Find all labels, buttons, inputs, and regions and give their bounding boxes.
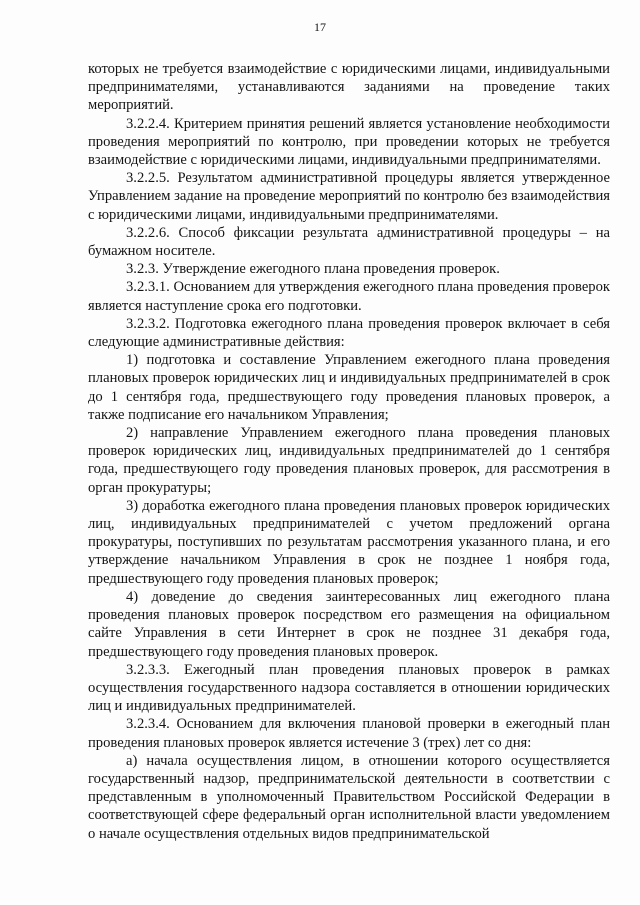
paragraph: 3.2.2.4. Критерием принятия решений является установление необходимости проведения мероприятий по контролю, при проведении которых не требуется взаимодействие с юридическими лицами, индивидуальными предпринимателями. (88, 115, 610, 169)
paragraph: 3.2.3.2. Подготовка ежегодного плана проведения проверок включает в себя следующие административные действия: (88, 315, 610, 351)
paragraph: 3.2.2.5. Результатом административной процедуры является утвержденное Управлением задание на проведение мероприятий по контролю без взаимодействия с юридическими лицами, индивидуальными предпринимателями. (88, 170, 610, 223)
paragraph: 3.2.3.1. Основанием для утверждения ежегодного плана проведения проверок является наступление срока его подготовки. (88, 279, 610, 314)
list-item: 1) подготовка и составление Управлением ежегодного плана проведения плановых проверок юридических лиц и индивидуальных предпринимателей в срок до 1 сентября года, предшествующего году проведения плановых проверок, а также подписание его начальником Управления; (88, 352, 610, 423)
paragraph: 3.2.3.3. Ежегодный план проведения плановых проверок в рамках осуществления государственного надзора составляется в отношении юридических лиц и индивидуальных предпринимателей. (88, 661, 610, 715)
list-item: а) начала осуществления лицом, в отношении которого осуществляется государственный надзор, предпринимательской деятельности в соответствии с представленным в уполномоченный Правительством Российской Федерации в соответствующей сфере федеральный орган исполнительной власти уведомлением о начале осуществления отдельных видов предпринимательской (88, 752, 610, 842)
paragraph: 3.2.2.6. Способ фиксации результата административной процедуры – на бумажном носителе. (88, 224, 610, 260)
page-number: 17 (314, 20, 326, 34)
section-heading: 3.2.3. Утверждение ежегодного плана проведения проверок. (126, 261, 500, 278)
list-item: 4) доведение до сведения заинтересованных лиц ежегодного плана проведения плановых проверок посредством его размещения на официальном сайте Управления в сети Интернет в срок не позднее 31 декабря года, предшествующего году проведения плановых проверок. (88, 588, 610, 660)
paragraph: которых не требуется взаимодействие с юридическими лицами, индивидуальными предпринимателями, устанавливаются заданиями на проведение таких мероприятий. (88, 61, 610, 114)
document-body (88, 60, 610, 843)
list-item: 3) доработка ежегодного плана проведения плановых проверок юридических лиц, индивидуальных предпринимателей с учетом предложений органа прокуратуры, поступивших по результатам рассмотрения указанного плана, и его утверждение начальником Управления в срок не позднее 1 ноября года, предшествующего году проведения плановых проверок; (88, 497, 610, 587)
list-item: 2) направление Управлением ежегодного плана проведения плановых проверок юридических лиц, индивидуальных предпринимателей до 1 сентября года, предшествующего году проведения плановых проверок, для рассмотрения в орган прокуратуры; (88, 425, 610, 496)
paragraph: 3.2.3.4. Основанием для включения плановой проверки в ежегодный план проведения плановых проверок является истечение 3 (трех) лет со дня: (88, 716, 610, 751)
